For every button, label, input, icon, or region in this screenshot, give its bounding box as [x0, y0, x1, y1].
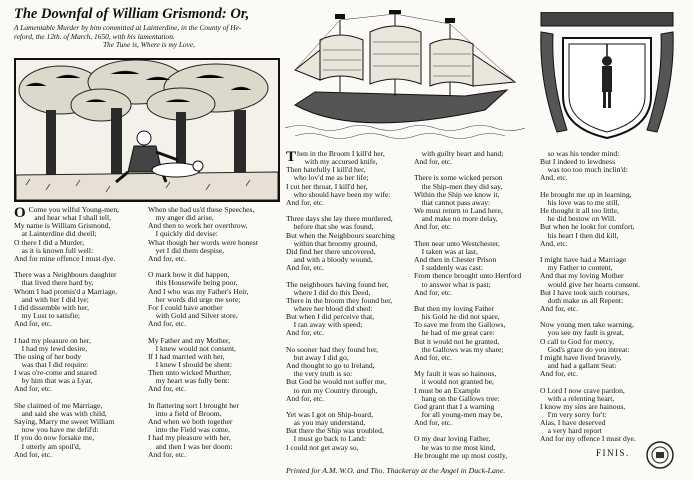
verse-column-4 — [414, 150, 538, 466]
finis-mark: FINIS. — [596, 448, 630, 458]
murder-scene-illustration — [16, 60, 278, 200]
woodcut-ship — [285, 10, 525, 140]
verse-column-3 — [286, 150, 414, 466]
printer-imprint: Printed for A.M. W.O. and Tho. Thackeray at the Angel in Duck-Lane. — [286, 466, 506, 475]
drop-cap-o: O — [14, 206, 26, 221]
ballad-subtitle — [14, 24, 284, 50]
verse-column-2 — [148, 206, 280, 468]
woodcut-hanged-man-shield — [539, 12, 675, 142]
verse-column-3-text: hen in the Broom I kill'd her, with my accursed knife, Then hatefully I kill'd her, who lov'd me as her life; I cut her throat, I kill'd her, who should have been my wife: And for, etc. Three days she lay there murdered, before that she was found, But when the Neighbours searching within that broomy ground, Did find her there uncovered, and with a bloody wound, And for, etc. The neighbours having found her, where I did do this Deed, There in the broom they found her, where her blood did shed: But when I did perceive that, I ran away with speed; And for, etc. No sooner had they found her, but away I did go, And thought to go to Ireland, the very truth is so: But God he would not suffer me, to run my Country through, And for, etc. Yet was I got on Ship-board, as you may understand, But there the Ship was troubled, I must go back to Land: I could not get away so, — [286, 150, 395, 452]
drop-cap-t: T — [286, 150, 297, 165]
verse-column-4-text: with guilty heart and hand; And for, etc. There is some wicked person the Ship-men they did say, Within the Ship we know it, that cannot pass away: We must return to Land here, and make no more delay, And for, etc. Then near unto Westchester, I taken was at last, And then in Chester Prison I suddenly was cast: From thence brought unto Hertford to answer what is past; And for, etc. But then my loving Father his Gold he did not spare, To save me from the Gallows, he had of me great care: But it would not be granted, the Gallows was my share; And for, etc. My fault it was so hainous, it would not granted be, I must be an Example hang on the Gallows tree: God grant that I a warning for all young-men may be, And for, etc. O my dear loving Father, he was to me most kind, He brought me up most costly, — [414, 150, 522, 460]
title-suffix: Or, — [226, 6, 250, 22]
shield-illustration — [539, 12, 675, 142]
ship-illustration — [285, 10, 525, 140]
verse-column-2-text: When she had us'd these Speeches, my anger did arise, And then to work her overthrow, I quickly did devise: What though her words were honest yet I did them despise, And for, etc. O mark how it did happen, this Housewife being poor, And I who was my Father's Heir, her words did urge me sore; For I could have another with Gold and Silver store, And for, etc. My Father and my Mother, I knew would not consent, If I had married with her, I knew I should be shent: Then unto wicked Murther, my heart was fully bent: And for, etc. In flattering sort I brought her into a field of Broom, And when we both together into the Field was come, I had my pleasure with her, and then I was her doom: And for, etc. — [148, 206, 258, 459]
ballad-title — [14, 6, 264, 22]
subtitle-line-1: A Lamentable Murder by him committed at Lainterdine, in the County of He- — [14, 23, 242, 32]
title-name: William Grismond: — [111, 6, 227, 22]
verse-column-1-text: Come you wilful Young-men, and hear what I shall tell, My name is William Grismond, at Lainterdine did dwell; O there I did a Murder, as it is known full well: And for mine offence I must dye. There was a Neighbours daughter that lived there hard by, Whom I had promis'd a Marriage, and with her I did lye; I did dissemble with her, my Lust to satisfie; And for, etc. I had my pleasure on her, I had my lewd desire, The using of her body was that I did require: I was o're-come and snared by him that was a Lyar, And for, etc. She claimed of me Marriage, and said she was with child, Saying, Marry me sweet William now you have me defil'd: If you do now forsake me, I utterly am spoil'd, And for, etc. — [14, 206, 120, 459]
verse-column-5-text: so was his tender mind: But I indeed to lewdness was too too much inclin'd: And, etc. He brought me up in learning, his love was to me still, He thought it all too little, he did bestow on Will. But when he lookt for comfort, his heart I then did kill, And, etc. I might have had a Marriage my Father to content, And that my loving Mother would give her hearts consent. But I have took such courses, doth make us all Repent: And for, etc. Now young men take warning, you see my fault is great, O call to God for mercy, God's grace do you intreat: I might have lived bravely, and had a gallant Seat: And for, etc. O Lord I now crave pardon, with a relenting heart, I know my sins are hainous, I'm very sorry for't: Alas, I have deserved a very hard report And for my offence I must dye. — [540, 150, 641, 444]
verse-column-5 — [540, 150, 680, 446]
verse-column-1 — [14, 206, 146, 468]
subtitle-line-2: reford, the 12th. of March, 1650, with his lamentation. — [14, 31, 175, 41]
title-main: The Downfal of — [14, 6, 112, 22]
tune-line: The Tune is, Where is my Love, — [102, 40, 196, 50]
woodcut-murder-scene — [14, 58, 280, 202]
